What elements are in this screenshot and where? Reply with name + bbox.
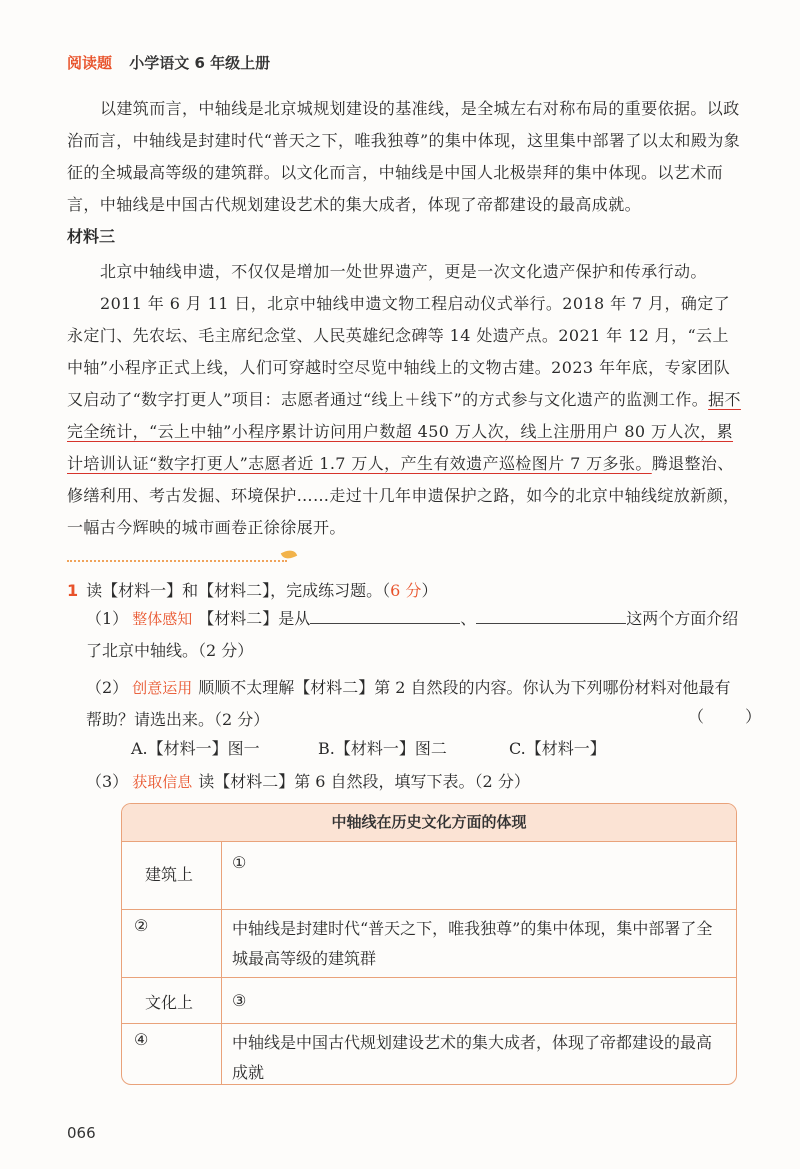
skill-label: 创意运用 xyxy=(132,679,193,697)
subquestion-number: （2） xyxy=(86,678,129,697)
row-label-text: 建筑上 xyxy=(145,865,194,884)
row-label-text: 文化上 xyxy=(145,993,194,1012)
table-row xyxy=(122,910,736,978)
table-row-label xyxy=(122,978,222,1023)
table-row xyxy=(122,978,736,1024)
choice-a[interactable]: A.【材料一】图一 xyxy=(131,739,260,758)
table-row-label[interactable] xyxy=(122,1024,222,1085)
table-row xyxy=(122,1024,736,1085)
subquestion-text: 【材料二】是从 xyxy=(198,609,311,628)
answer-blank-2[interactable] xyxy=(476,605,626,624)
paragraph-material3-body xyxy=(67,288,743,544)
subquestion-text: 这两个方面介绍了北京中轴线。（2 分） xyxy=(86,609,739,660)
question-1-3 xyxy=(86,766,746,798)
paragraph-material2-end: 以建筑而言，中轴线是北京城规划建设的基准线，是全城左右对称布局的重要依据。以政治而言，中轴线是封建时代“普天之下，唯我独尊”的集中体现，这里集中部署了以太和殿为象征的全城最高等级的建筑群。以文化而言，中轴线是中国人北极崇拜的集中体现。以艺术而言，中轴线是中国古代规划建设艺术的集大成者，体现了帝都建设的最高成就。 xyxy=(67,99,741,214)
answer-table xyxy=(121,803,737,1085)
question-close-paren: ） xyxy=(421,581,438,600)
page-number: 066 xyxy=(67,1124,96,1142)
answer-blank-1[interactable] xyxy=(310,605,460,624)
book-title: 小学语文 6 年级上册 xyxy=(129,54,271,72)
subquestion-number: （3） xyxy=(86,772,129,791)
table-title: 中轴线在历史文化方面的体现 xyxy=(122,804,736,842)
section-heading-material3: 材料三 xyxy=(67,227,116,246)
table-row-label[interactable] xyxy=(122,910,222,977)
choice-c[interactable]: C.【材料一】 xyxy=(509,739,606,758)
table-row-content[interactable]: ① xyxy=(232,853,247,872)
table-row xyxy=(122,842,736,910)
question-1-1 xyxy=(86,603,746,667)
skill-label: 整体感知 xyxy=(132,610,193,628)
row-label-text: ④ xyxy=(134,1030,149,1049)
question-score: 6 分 xyxy=(390,581,422,600)
subquestion-number: （1） xyxy=(86,609,129,628)
question-1 xyxy=(67,578,437,601)
row-label-text: ② xyxy=(134,916,149,935)
skill-label: 获取信息 xyxy=(132,773,193,791)
paragraph-material3-intro: 北京中轴线申遗，不仅仅是增加一处世界遗产，更是一次文化遗产保护和传承行动。 xyxy=(100,262,707,281)
paragraph-text: 腾退整治、修缮利用、考古发掘、环境保护……走过十几年申遗保护之路，如今的北京中轴线绽放新颜，一幅古今辉映的城市画卷正徐徐展开。 xyxy=(67,454,740,537)
paragraph-text: 2011 年 6 月 11 日，北京中轴线申遗文物工程启动仪式举行。2018 年 7 月，确定了永定门、先农坛、毛主席纪念堂、人民英雄纪念碑等 14 处遗产点。2021 年 12 月，“云上中轴”小程序正式上线，人们可穿越时空尽览中轴线上的文物古建。2023 年年底，专家团队又启动了“数字打更人”项目：志愿者通过“线上＋线下”的方式参与文化遗产的监测工作。 xyxy=(67,294,731,409)
answer-paren[interactable]: （ ） xyxy=(688,707,780,726)
question-text: 读【材料一】和【材料二】，完成练习题。（ xyxy=(86,581,391,600)
separator: 、 xyxy=(460,609,477,628)
table-row-label xyxy=(122,842,222,909)
section-tag: 阅读题 xyxy=(67,54,113,72)
table-row-content: 中轴线是封建时代“普天之下，唯我独尊”的集中体现，集中部署了全城最高等级的建筑群 xyxy=(232,919,713,968)
subquestion-text: 顺顺不太理解【材料二】第 2 自然段的内容。你认为下列哪份材料对他最有帮助？请选出来。（2 分） xyxy=(86,678,731,729)
choice-b[interactable]: B.【材料一】图二 xyxy=(318,739,447,758)
question-1-2 xyxy=(86,672,746,736)
underlined-statistics: 据不完全统计，“云上中轴”小程序累计访问用户数超 450 万人次，线上注册用户 80 万人次，累计培训认证“数字打更人”志愿者近 1.7 万人，产生有效遗产巡检图片 7 万多张。 xyxy=(67,390,741,473)
section-divider xyxy=(67,560,287,562)
page-header xyxy=(67,52,270,73)
subquestion-text: 读【材料二】第 6 自然段，填写下表。（2 分） xyxy=(198,772,530,791)
table-row-content: 中轴线是中国古代规划建设艺术的集大成者，体现了帝都建设的最高成就 xyxy=(232,1033,713,1082)
question-number: 1 xyxy=(67,581,79,600)
table-row-content[interactable]: ③ xyxy=(232,991,247,1010)
